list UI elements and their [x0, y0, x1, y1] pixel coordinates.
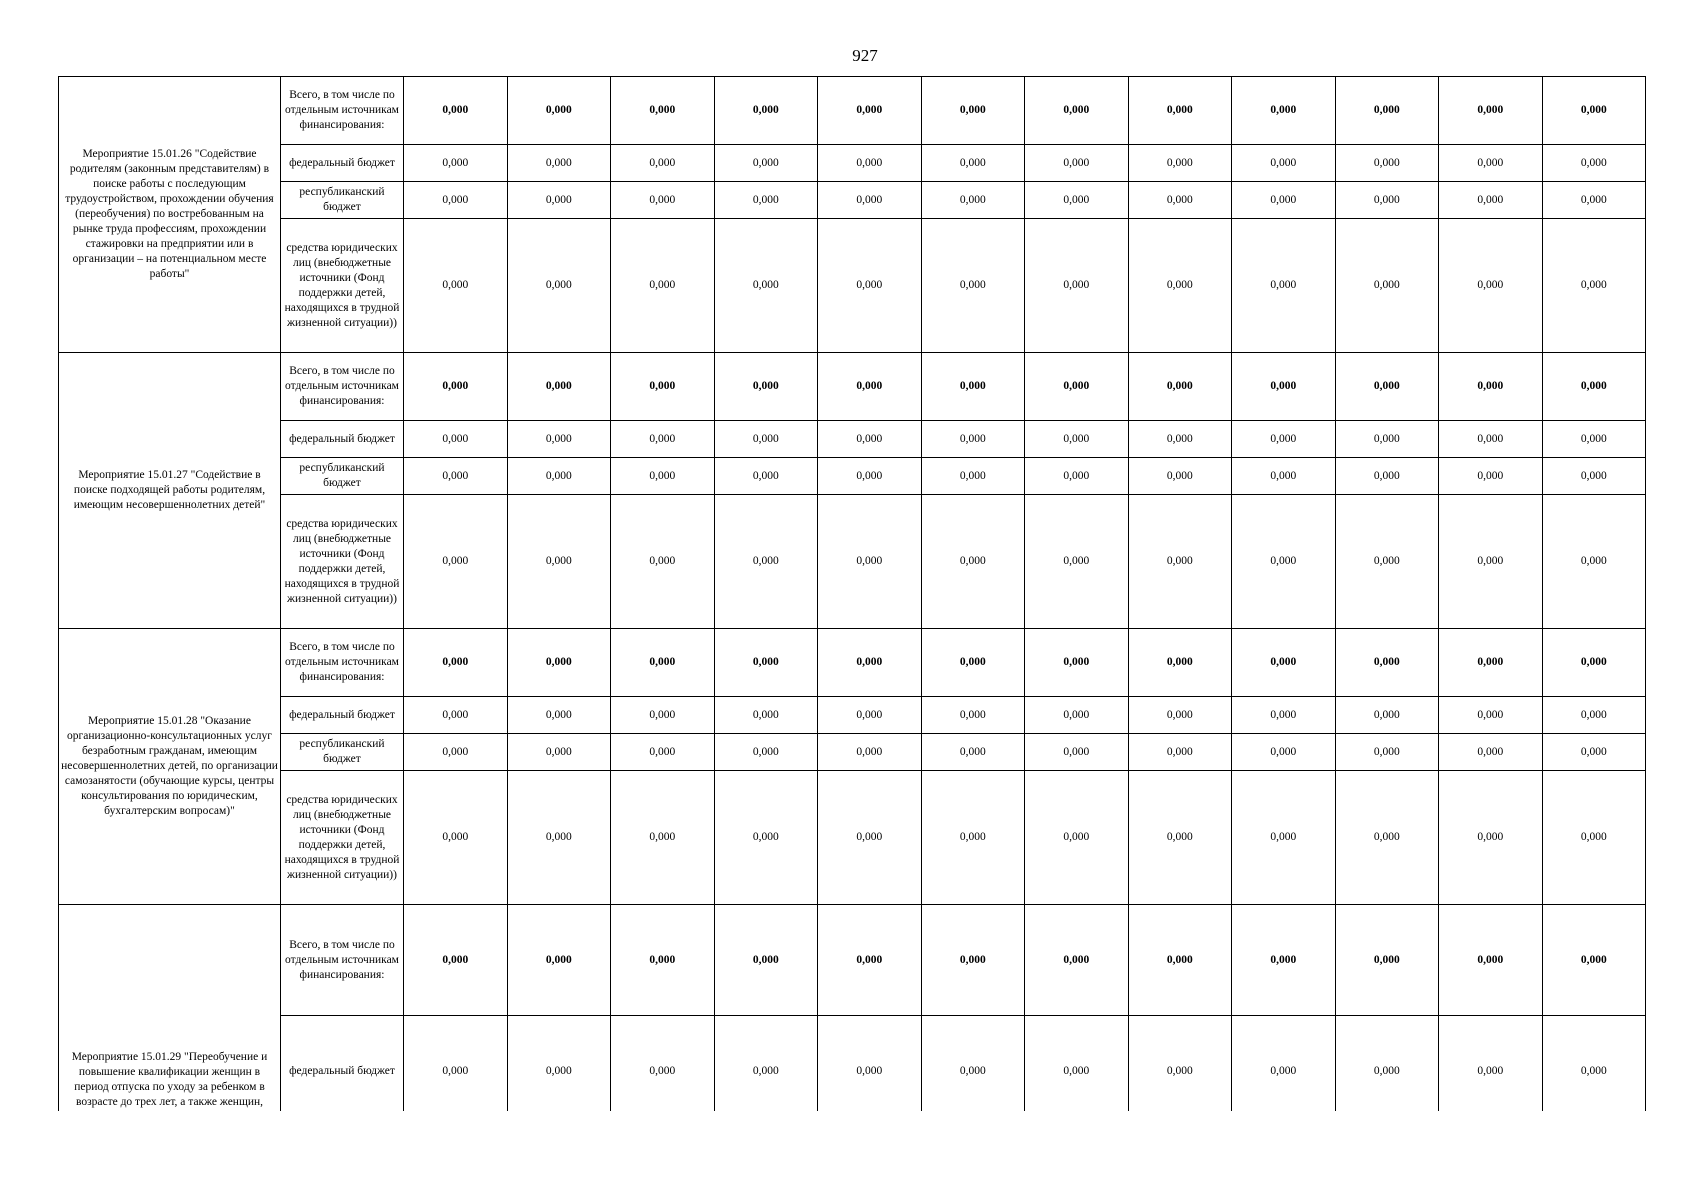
funding-source-label: федеральный бюджет — [281, 145, 404, 182]
amount-cell: 0,000 — [1335, 1016, 1439, 1127]
amount-cell: 0,000 — [611, 353, 715, 421]
total-row — [59, 353, 1646, 421]
amount-cell: 0,000 — [714, 421, 818, 458]
amount-cell: 0,000 — [1128, 458, 1232, 495]
amount-cell: 0,000 — [714, 734, 818, 771]
total-row — [59, 629, 1646, 697]
amount-cell: 0,000 — [1335, 905, 1439, 1016]
amount-cell: 0,000 — [1128, 219, 1232, 353]
amount-cell: 0,000 — [1128, 697, 1232, 734]
funding-source-label: республиканский бюджет — [281, 182, 404, 219]
amount-cell: 0,000 — [1025, 771, 1129, 905]
amount-cell: 0,000 — [921, 697, 1025, 734]
amount-cell: 0,000 — [1335, 77, 1439, 145]
amount-cell: 0,000 — [1128, 145, 1232, 182]
amount-cell: 0,000 — [921, 145, 1025, 182]
amount-cell: 0,000 — [1542, 353, 1646, 421]
amount-cell: 0,000 — [1128, 77, 1232, 145]
amount-cell: 0,000 — [1025, 458, 1129, 495]
amount-cell: 0,000 — [1232, 219, 1336, 353]
source-row — [59, 734, 1646, 771]
amount-cell: 0,000 — [1439, 495, 1543, 629]
amount-cell: 0,000 — [818, 77, 922, 145]
amount-cell: 0,000 — [1128, 734, 1232, 771]
amount-cell: 0,000 — [1232, 77, 1336, 145]
amount-cell: 0,000 — [714, 771, 818, 905]
amount-cell: 0,000 — [1439, 421, 1543, 458]
amount-cell: 0,000 — [921, 734, 1025, 771]
funding-source-label: средства юридических лиц (внебюджетные источники (Фонд поддержки детей, находящихся в трудной жизненной ситуации)) — [281, 771, 404, 905]
amount-cell: 0,000 — [1232, 1016, 1336, 1127]
amount-cell: 0,000 — [1335, 182, 1439, 219]
amount-cell: 0,000 — [611, 1016, 715, 1127]
amount-cell: 0,000 — [1542, 697, 1646, 734]
amount-cell: 0,000 — [507, 77, 611, 145]
amount-cell: 0,000 — [1128, 495, 1232, 629]
funding-source-label: республиканский бюджет — [281, 734, 404, 771]
amount-cell: 0,000 — [921, 421, 1025, 458]
amount-cell: 0,000 — [1232, 145, 1336, 182]
amount-cell: 0,000 — [611, 495, 715, 629]
event-title: Мероприятие 15.01.29 "Переобучение и повышение квалификации женщин в период отпуска по уходу за ребенком в возрасте до трех лет, а также женщин, — [59, 905, 281, 1127]
amount-cell: 0,000 — [714, 458, 818, 495]
amount-cell: 0,000 — [818, 421, 922, 458]
amount-cell: 0,000 — [1542, 77, 1646, 145]
amount-cell: 0,000 — [714, 1016, 818, 1127]
amount-cell: 0,000 — [921, 77, 1025, 145]
amount-cell: 0,000 — [1232, 905, 1336, 1016]
amount-cell: 0,000 — [611, 421, 715, 458]
amount-cell: 0,000 — [1439, 458, 1543, 495]
amount-cell: 0,000 — [921, 219, 1025, 353]
amount-cell: 0,000 — [1025, 353, 1129, 421]
source-row — [59, 182, 1646, 219]
amount-cell: 0,000 — [1542, 734, 1646, 771]
page-number: 927 — [852, 46, 878, 65]
amount-cell: 0,000 — [1439, 353, 1543, 421]
amount-cell: 0,000 — [1128, 421, 1232, 458]
amount-cell: 0,000 — [1542, 495, 1646, 629]
amount-cell: 0,000 — [507, 495, 611, 629]
amount-cell: 0,000 — [1439, 771, 1543, 905]
amount-cell: 0,000 — [611, 182, 715, 219]
amount-cell: 0,000 — [404, 145, 508, 182]
amount-cell: 0,000 — [818, 1016, 922, 1127]
funding-source-label: федеральный бюджет — [281, 1016, 404, 1127]
amount-cell: 0,000 — [1128, 353, 1232, 421]
event-title: Мероприятие 15.01.28 "Оказание организационно-консультационных услуг безработным гражданам, имеющим несовершеннолетних детей, по организации самозанятости (обучающие курсы, центры консультирования по юридическим, бухгалтерским вопросам)" — [59, 629, 281, 905]
amount-cell: 0,000 — [1542, 145, 1646, 182]
amount-cell: 0,000 — [611, 771, 715, 905]
amount-cell: 0,000 — [1025, 905, 1129, 1016]
funding-source-label: Всего, в том числе по отдельным источникам финансирования: — [281, 905, 404, 1016]
amount-cell: 0,000 — [404, 629, 508, 697]
amount-cell: 0,000 — [1025, 629, 1129, 697]
source-row — [59, 1016, 1646, 1127]
amount-cell: 0,000 — [714, 629, 818, 697]
amount-cell: 0,000 — [404, 734, 508, 771]
amount-cell: 0,000 — [921, 182, 1025, 219]
amount-cell: 0,000 — [507, 421, 611, 458]
amount-cell: 0,000 — [1542, 905, 1646, 1016]
amount-cell: 0,000 — [404, 182, 508, 219]
amount-cell: 0,000 — [818, 629, 922, 697]
funding-source-label: средства юридических лиц (внебюджетные источники (Фонд поддержки детей, находящихся в трудной жизненной ситуации)) — [281, 219, 404, 353]
amount-cell: 0,000 — [714, 353, 818, 421]
source-row — [59, 771, 1646, 905]
amount-cell: 0,000 — [921, 353, 1025, 421]
amount-cell: 0,000 — [611, 458, 715, 495]
amount-cell: 0,000 — [404, 421, 508, 458]
amount-cell: 0,000 — [1335, 771, 1439, 905]
amount-cell: 0,000 — [1439, 697, 1543, 734]
amount-cell: 0,000 — [921, 771, 1025, 905]
amount-cell: 0,000 — [1335, 219, 1439, 353]
amount-cell: 0,000 — [507, 145, 611, 182]
amount-cell: 0,000 — [1025, 145, 1129, 182]
amount-cell: 0,000 — [507, 1016, 611, 1127]
amount-cell: 0,000 — [1542, 182, 1646, 219]
amount-cell: 0,000 — [1128, 1016, 1232, 1127]
amount-cell: 0,000 — [1335, 421, 1439, 458]
amount-cell: 0,000 — [1335, 629, 1439, 697]
amount-cell: 0,000 — [1128, 905, 1232, 1016]
amount-cell: 0,000 — [507, 458, 611, 495]
amount-cell: 0,000 — [1335, 353, 1439, 421]
amount-cell: 0,000 — [611, 219, 715, 353]
amount-cell: 0,000 — [714, 905, 818, 1016]
amount-cell: 0,000 — [507, 182, 611, 219]
amount-cell: 0,000 — [1335, 734, 1439, 771]
amount-cell: 0,000 — [1439, 182, 1543, 219]
amount-cell: 0,000 — [1232, 458, 1336, 495]
amount-cell: 0,000 — [818, 353, 922, 421]
event-title: Мероприятие 15.01.26 "Содействие родителям (законным представителям) в поиске работы с последующим трудоустройством, прохождении обучения (переобучения) по востребованным на рынке труда профессиям, прохождении стажировки на предприятии или в организации – на потенциальном месте работы" — [59, 77, 281, 353]
source-row — [59, 145, 1646, 182]
amount-cell: 0,000 — [1542, 771, 1646, 905]
funding-source-label: Всего, в том числе по отдельным источникам финансирования: — [281, 629, 404, 697]
amount-cell: 0,000 — [921, 905, 1025, 1016]
amount-cell: 0,000 — [1335, 145, 1439, 182]
amount-cell: 0,000 — [818, 458, 922, 495]
amount-cell: 0,000 — [1439, 77, 1543, 145]
amount-cell: 0,000 — [1542, 458, 1646, 495]
amount-cell: 0,000 — [1542, 219, 1646, 353]
page-bottom-margin — [0, 1111, 1697, 1200]
amount-cell: 0,000 — [1232, 495, 1336, 629]
amount-cell: 0,000 — [404, 353, 508, 421]
amount-cell: 0,000 — [611, 77, 715, 145]
amount-cell: 0,000 — [1232, 421, 1336, 458]
source-row — [59, 495, 1646, 629]
amount-cell: 0,000 — [714, 182, 818, 219]
amount-cell: 0,000 — [1025, 219, 1129, 353]
amount-cell: 0,000 — [1025, 495, 1129, 629]
amount-cell: 0,000 — [1025, 697, 1129, 734]
amount-cell: 0,000 — [1542, 1016, 1646, 1127]
amount-cell: 0,000 — [1439, 219, 1543, 353]
amount-cell: 0,000 — [921, 458, 1025, 495]
source-row — [59, 697, 1646, 734]
funding-table — [58, 76, 1646, 1127]
amount-cell: 0,000 — [1335, 697, 1439, 734]
amount-cell: 0,000 — [1025, 421, 1129, 458]
total-row — [59, 77, 1646, 145]
amount-cell: 0,000 — [818, 145, 922, 182]
amount-cell: 0,000 — [1439, 734, 1543, 771]
source-row — [59, 458, 1646, 495]
amount-cell: 0,000 — [1128, 629, 1232, 697]
amount-cell: 0,000 — [507, 219, 611, 353]
amount-cell: 0,000 — [611, 629, 715, 697]
funding-source-label: федеральный бюджет — [281, 421, 404, 458]
funding-source-label: федеральный бюджет — [281, 697, 404, 734]
amount-cell: 0,000 — [714, 219, 818, 353]
amount-cell: 0,000 — [714, 145, 818, 182]
amount-cell: 0,000 — [818, 771, 922, 905]
amount-cell: 0,000 — [404, 697, 508, 734]
amount-cell: 0,000 — [507, 353, 611, 421]
amount-cell: 0,000 — [507, 629, 611, 697]
source-row — [59, 219, 1646, 353]
amount-cell: 0,000 — [1232, 697, 1336, 734]
amount-cell: 0,000 — [921, 495, 1025, 629]
amount-cell: 0,000 — [404, 219, 508, 353]
amount-cell: 0,000 — [507, 734, 611, 771]
amount-cell: 0,000 — [611, 734, 715, 771]
amount-cell: 0,000 — [1025, 734, 1129, 771]
amount-cell: 0,000 — [611, 145, 715, 182]
amount-cell: 0,000 — [611, 697, 715, 734]
amount-cell: 0,000 — [1232, 771, 1336, 905]
amount-cell: 0,000 — [1335, 495, 1439, 629]
amount-cell: 0,000 — [818, 734, 922, 771]
amount-cell: 0,000 — [1232, 734, 1336, 771]
amount-cell: 0,000 — [1128, 182, 1232, 219]
amount-cell: 0,000 — [404, 77, 508, 145]
amount-cell: 0,000 — [507, 697, 611, 734]
amount-cell: 0,000 — [611, 905, 715, 1016]
amount-cell: 0,000 — [714, 77, 818, 145]
amount-cell: 0,000 — [818, 219, 922, 353]
amount-cell: 0,000 — [507, 905, 611, 1016]
amount-cell: 0,000 — [1439, 1016, 1543, 1127]
amount-cell: 0,000 — [1025, 182, 1129, 219]
amount-cell: 0,000 — [404, 905, 508, 1016]
amount-cell: 0,000 — [714, 697, 818, 734]
amount-cell: 0,000 — [1439, 145, 1543, 182]
amount-cell: 0,000 — [1439, 905, 1543, 1016]
funding-source-label: Всего, в том числе по отдельным источникам финансирования: — [281, 77, 404, 145]
amount-cell: 0,000 — [818, 495, 922, 629]
amount-cell: 0,000 — [404, 771, 508, 905]
amount-cell: 0,000 — [404, 495, 508, 629]
amount-cell: 0,000 — [818, 905, 922, 1016]
amount-cell: 0,000 — [1542, 629, 1646, 697]
amount-cell: 0,000 — [1025, 77, 1129, 145]
amount-cell: 0,000 — [1128, 771, 1232, 905]
amount-cell: 0,000 — [921, 1016, 1025, 1127]
amount-cell: 0,000 — [1439, 629, 1543, 697]
source-row — [59, 421, 1646, 458]
amount-cell: 0,000 — [921, 629, 1025, 697]
amount-cell: 0,000 — [714, 495, 818, 629]
amount-cell: 0,000 — [818, 182, 922, 219]
amount-cell: 0,000 — [507, 771, 611, 905]
amount-cell: 0,000 — [404, 1016, 508, 1127]
amount-cell: 0,000 — [404, 458, 508, 495]
amount-cell: 0,000 — [1232, 629, 1336, 697]
amount-cell: 0,000 — [1232, 353, 1336, 421]
amount-cell: 0,000 — [818, 697, 922, 734]
event-title: Мероприятие 15.01.27 "Содействие в поиске подходящей работы родителям, имеющим несовершеннолетних детей" — [59, 353, 281, 629]
funding-source-label: Всего, в том числе по отдельным источникам финансирования: — [281, 353, 404, 421]
amount-cell: 0,000 — [1232, 182, 1336, 219]
amount-cell: 0,000 — [1025, 1016, 1129, 1127]
funding-source-label: республиканский бюджет — [281, 458, 404, 495]
funding-source-label: средства юридических лиц (внебюджетные источники (Фонд поддержки детей, находящихся в трудной жизненной ситуации)) — [281, 495, 404, 629]
amount-cell: 0,000 — [1335, 458, 1439, 495]
amount-cell: 0,000 — [1542, 421, 1646, 458]
total-row — [59, 905, 1646, 1016]
